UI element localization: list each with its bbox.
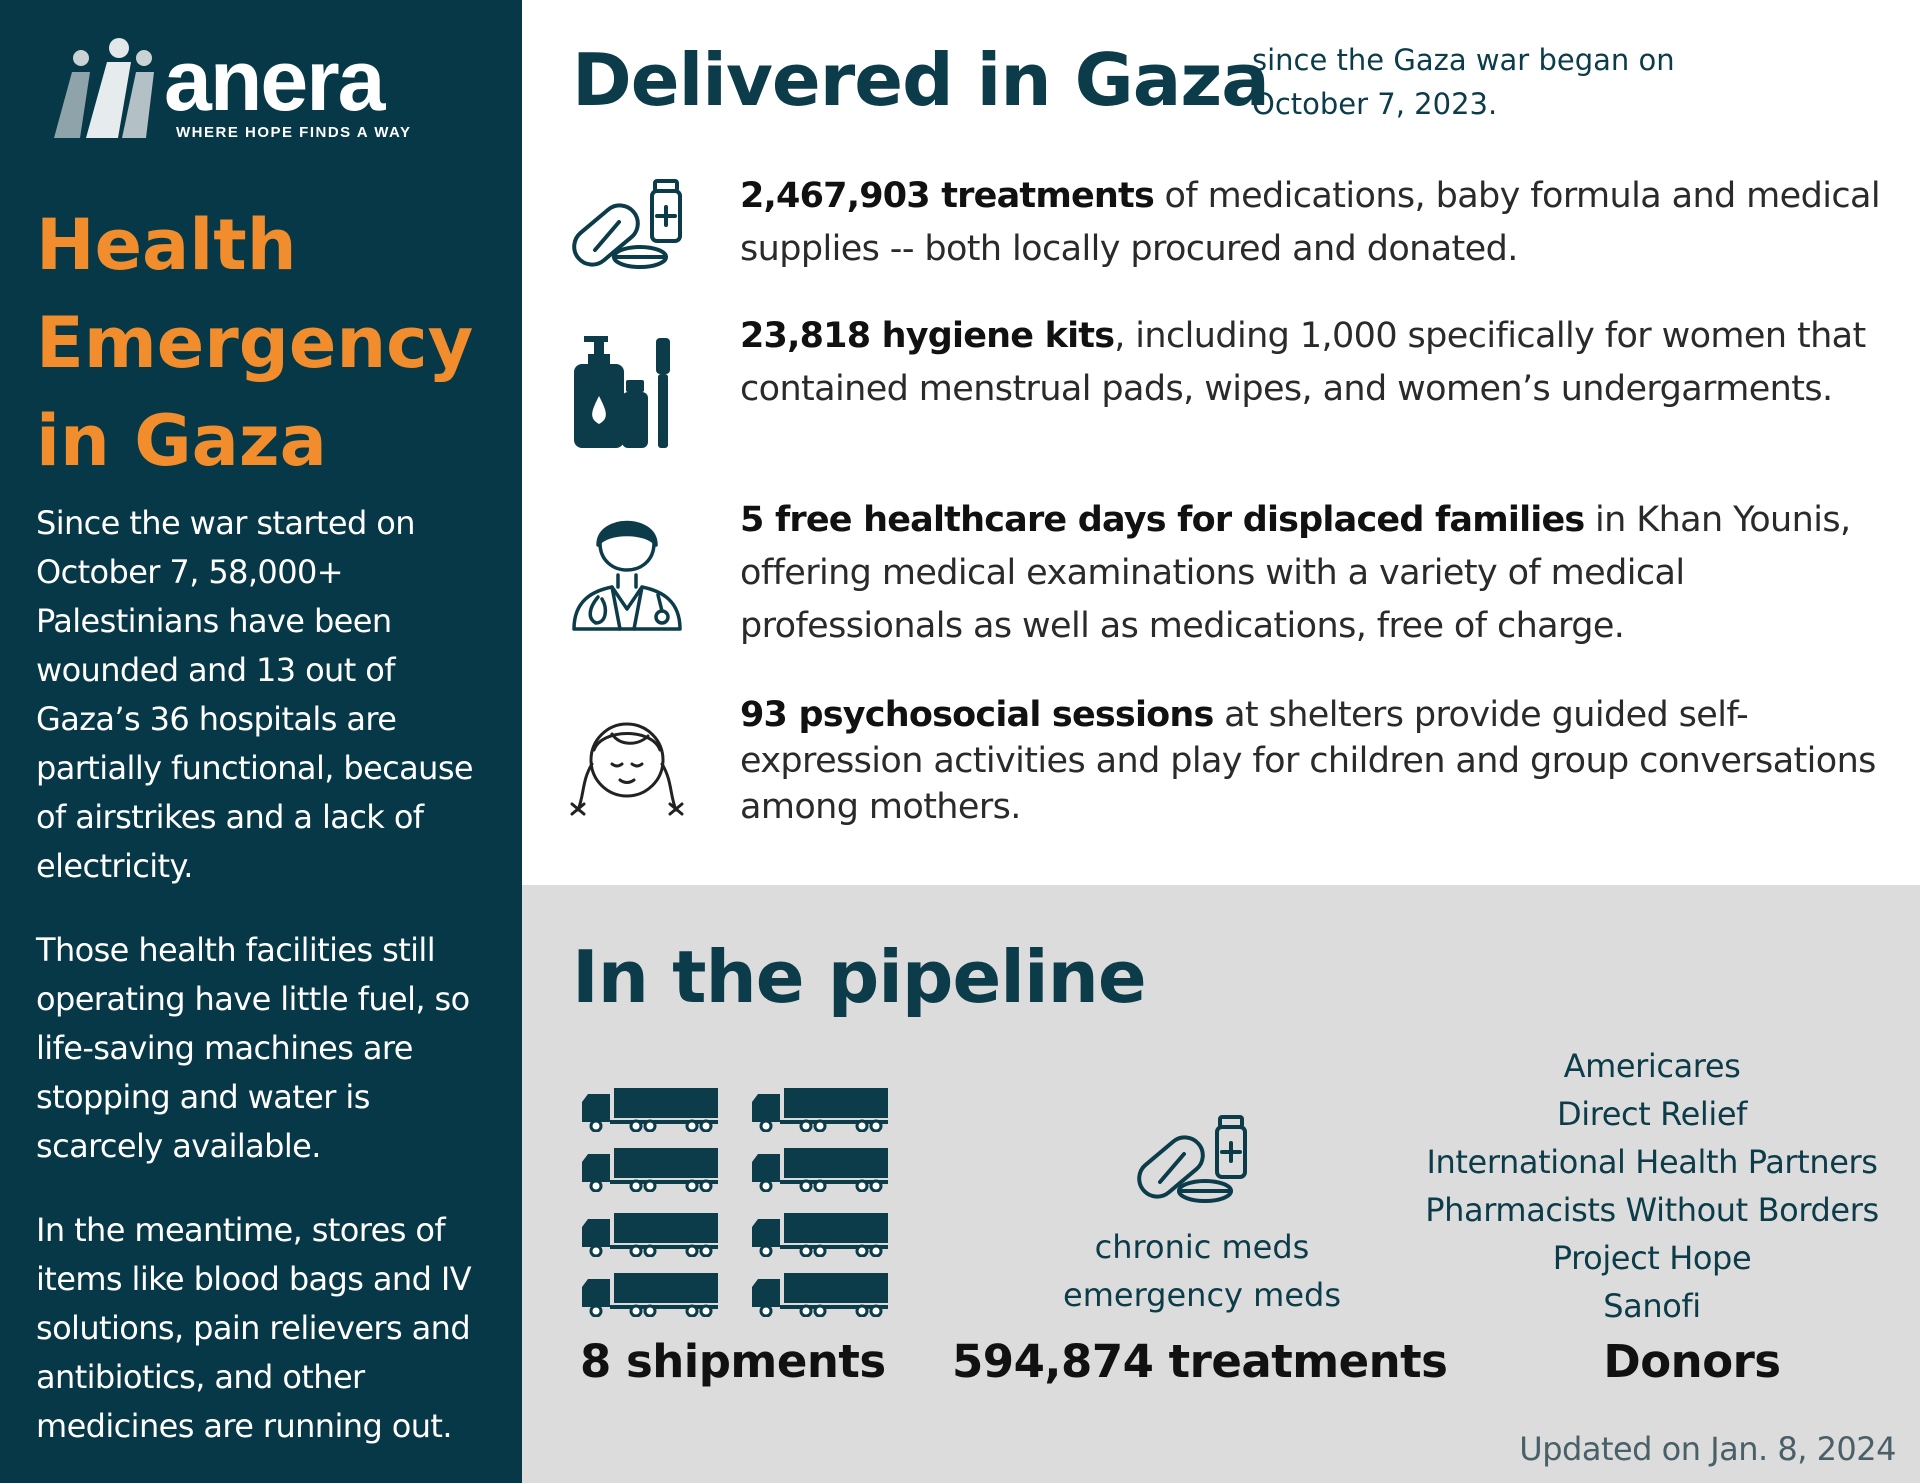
updated-date: Updated on Jan. 8, 2024 xyxy=(1519,1430,1896,1468)
medicine-icon xyxy=(1127,1115,1257,1225)
item-description: of medications, baby formula and medical supplies -- both locally procured and donated. xyxy=(740,176,1880,269)
child-icon xyxy=(562,700,692,830)
truck-icon xyxy=(750,1148,890,1192)
truck-icon xyxy=(580,1088,720,1132)
sidebar-paragraph: In the meantime, stores of items like blood bags and IV solutions, pain relievers and antibiotics, and other medicines are running out. xyxy=(36,1211,471,1445)
truck-icon xyxy=(580,1213,720,1257)
pipeline-section xyxy=(522,885,1920,1483)
truck-icon xyxy=(580,1273,720,1317)
delivered-subtitle: since the Gaza war began on October 7, 2023. xyxy=(1252,43,1675,121)
logo-tagline: WHERE HOPE FINDS A WAY xyxy=(176,124,412,141)
item-description: , including 1,000 specifically for women that contained menstrual pads, wipes, and women’s undergarments. xyxy=(740,316,1866,409)
hygiene-kit-icon xyxy=(562,330,692,460)
item-description: at shelters provide guided self-expression activities and play for children and group conversations among mothers. xyxy=(740,695,1876,827)
sidebar-paragraph: Since the war started on October 7, 58,000+ Palestinians have been wounded and 13 out of Gaza’s 36 hospitals are partially functional, because of airstrikes and a lack of electricity. xyxy=(36,504,474,885)
anera-logo[interactable] xyxy=(52,33,412,148)
shipment-trucks xyxy=(580,1088,890,1328)
item-highlight: 23,818 hygiene kits xyxy=(740,316,1115,356)
shipments-count: 8 shipments xyxy=(580,1335,886,1388)
doctor-icon xyxy=(562,505,692,635)
item-description: in Khan Younis, offering medical examinations with a variety of medical professionals as well as medications, free of charge. xyxy=(740,500,1851,646)
people-logo-icon xyxy=(52,38,162,138)
delivered-item xyxy=(740,170,1900,276)
pipeline-title: In the pipeline xyxy=(572,935,1146,1019)
item-highlight: 5 free healthcare days for displaced families xyxy=(740,500,1585,540)
donor-item: International Health Partners xyxy=(1426,1143,1878,1181)
delivered-section xyxy=(522,0,1920,885)
treatments-count: 594,874 treatments xyxy=(952,1335,1448,1388)
donor-item: Direct Relief xyxy=(1556,1095,1747,1133)
meds-type-emergency: emergency meds xyxy=(1063,1276,1341,1314)
delivered-item xyxy=(740,310,1900,416)
delivered-title: Delivered in Gaza xyxy=(572,38,1269,122)
sidebar-title: Health Emergency in Gaza xyxy=(36,204,474,482)
donor-item: Pharmacists Without Borders xyxy=(1425,1191,1879,1229)
meds-type-chronic: chronic meds xyxy=(1094,1228,1310,1266)
medicine-icon xyxy=(562,175,692,305)
logo-wordmark: anera xyxy=(164,33,384,129)
sidebar-paragraph: Those health facilities still operating have little fuel, so life-saving machines are stopping and water is scarcely available. xyxy=(36,931,470,1165)
donor-item: Project Hope xyxy=(1552,1239,1752,1277)
sidebar xyxy=(0,0,522,1483)
delivered-item xyxy=(740,692,1900,830)
truck-icon xyxy=(750,1273,890,1317)
donors-label: Donors xyxy=(1603,1335,1781,1388)
donor-item: Americares xyxy=(1563,1047,1741,1085)
item-highlight: 93 psychosocial sessions xyxy=(740,695,1214,735)
donors-list xyxy=(1392,1042,1912,1330)
meds-types xyxy=(1012,1223,1392,1319)
truck-icon xyxy=(750,1213,890,1257)
item-highlight: 2,467,903 treatments xyxy=(740,176,1155,216)
truck-icon xyxy=(580,1148,720,1192)
delivered-item xyxy=(740,494,1900,653)
truck-icon xyxy=(750,1088,890,1132)
donor-item: Sanofi xyxy=(1603,1287,1701,1325)
